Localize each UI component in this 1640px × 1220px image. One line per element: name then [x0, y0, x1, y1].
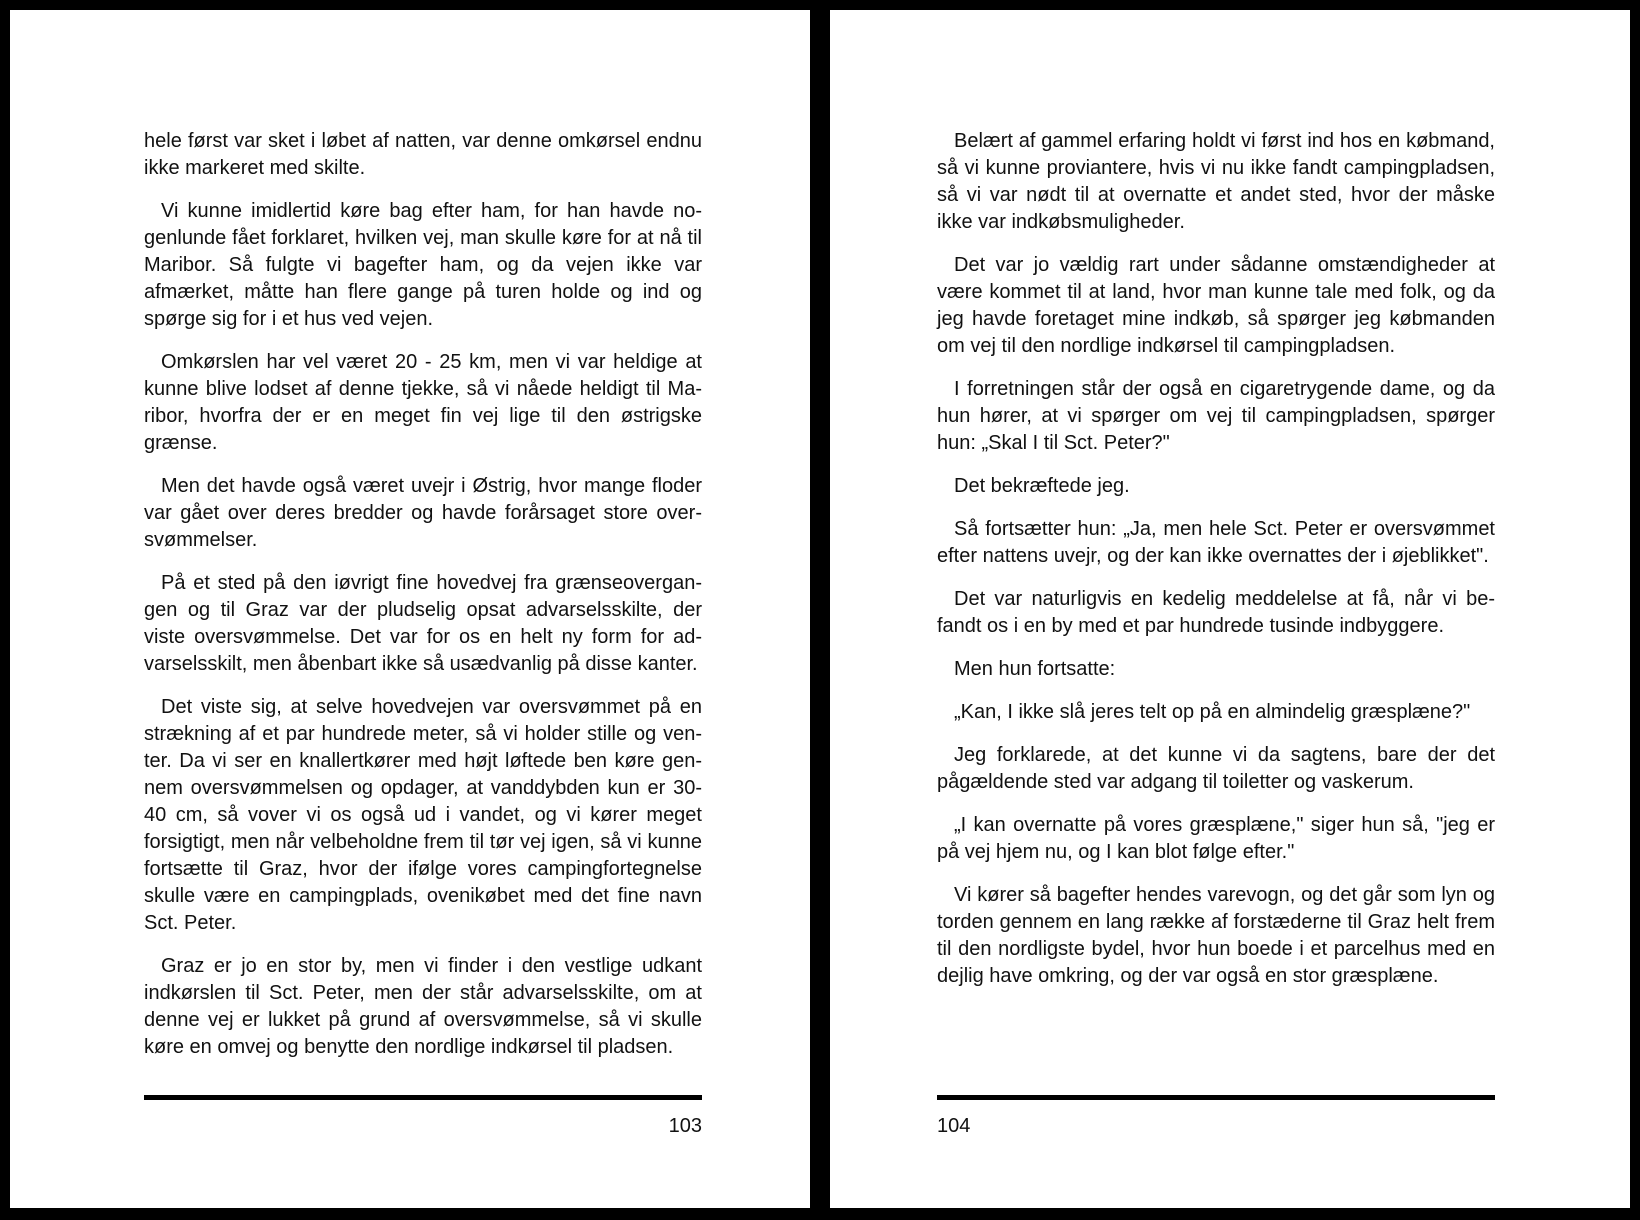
right-page — [830, 10, 1630, 1208]
paragraph: hele først var sket i løbet af natten, var denne omkørsel endnu ikke markeret med skilte. — [144, 130, 702, 179]
paragraph: Vi kører så bagefter hendes varevogn, og det går som lyn og torden gennem en lang række af forstæderne til Graz helt frem til den nordligste bydel, hvor hun boede i et parcelhus med en dejlig have omkring, og der var også en stor græsplæne. — [937, 884, 1495, 987]
paragraph: Omkørslen har vel været 20 - 25 km, men vi var heldige at kunne blive lodset af denne tjekke, så vi nåede heldigt til Maribor, hvorfra der er en meget fin vej lige til den østrigske grænse. — [144, 351, 702, 454]
paragraph: Men det havde også været uvejr i Østrig, hvor mange floder var gået over deres bredder og havde forårsaget store oversvømmelser. — [144, 475, 702, 551]
page-number: 104 — [937, 1115, 971, 1137]
footer-rule — [937, 1095, 1495, 1100]
paragraph: På et sted på den iøvrigt fine hovedvej fra grænseovergangen og til Graz var der pludselig opsat advarselsskilte, der viste oversvømmelse. Det var for os en helt ny form for advarselsskilt, men åbenbart ikke så usædvanlig på disse kanter. — [144, 572, 702, 675]
paragraph: Vi kunne imidlertid køre bag efter ham, for han havde nogenlunde fået forklaret, hvilken vej, man skulle køre for at nå til Maribor. Så fulgte vi bagefter ham, og da vejen ikke var afmærket, måtte han flere gange på turen holde og ind og spørge sig for i et hus ved vejen. — [144, 200, 702, 330]
paragraph: Det bekræftede jeg. — [954, 475, 1130, 497]
paragraph: Men hun fortsatte: — [954, 658, 1116, 680]
paragraph: Det var naturligvis en kedelig meddelelse at få, når vi befandt os i en by med et par hundrede tusinde indbyggere. — [937, 588, 1495, 637]
paragraph: I forretningen står der også en cigaretrygende dame, og da hun hører, at vi spørger om vej til campingpladsen, spørger hun: „Skal I til Sct. Peter?" — [937, 378, 1495, 454]
page-number: 103 — [668, 1115, 702, 1137]
paragraph: Det var jo vældig rart under sådanne omstændigheder at være kommet til at land, hvor man kunne tale med folk, og da jeg havde foretaget mine indkøb, så spørger jeg købmanden om vej til den nordlige indkørsel til campingpladsen. — [937, 254, 1495, 357]
paragraph: Så fortsætter hun: „Ja, men hele Sct. Peter er oversvømmet efter nattens uvejr, og der kan ikke overnattes der i øjeblikket". — [937, 518, 1495, 567]
paragraph: Belært af gammel erfaring holdt vi først ind hos en købmand, så vi kunne proviantere, hvis vi nu ikke fandt campingpladsen, så vi var nødt til at overnatte et andet sted, hvor der måske ikke var indkøbsmuligheder. — [937, 130, 1495, 233]
footer-rule — [144, 1095, 702, 1100]
paragraph: „I kan overnatte på vores græsplæne," siger hun så, "jeg er på vej hjem nu, og I kan blot følge efter." — [937, 814, 1495, 863]
paragraph: „Kan, I ikke slå jeres telt op på en almindelig græsplæne?" — [954, 701, 1471, 723]
paragraph: Det viste sig, at selve hovedvejen var oversvømmet på en strækning af et par hundrede meter, så vi holder stille og venter. Da vi ser en knallertkører med højt løftede ben køre gennem oversvømmelsen og opdager, at vanddybden kun er 30-40 cm, så vover vi os også ud i vandet, og vi kører meget forsigtigt, men når velbeholdne frem til tør vej igen, så vi kunne fortsætte til Graz, hvor der ifølge vores campingfortegnelse skulle være en campingplads, ovenikøbet med det fine navn Sct. Peter. — [144, 696, 702, 934]
left-page-body — [144, 128, 702, 1077]
paragraph: Jeg forklarede, at det kunne vi da sagtens, bare der det pågældende sted var adgang til toiletter og vaskerum. — [937, 744, 1495, 793]
right-page-body — [937, 128, 1495, 1006]
left-page — [10, 10, 810, 1208]
paragraph: Graz er jo en stor by, men vi finder i den vestlige udkant indkørslen til Sct. Peter, men der står advarselsskilte, om at denne vej er lukket på grund af oversvømmelse, så vi skulle køre en omvej og benytte den nordlige indkørsel til pladsen. — [144, 955, 702, 1058]
